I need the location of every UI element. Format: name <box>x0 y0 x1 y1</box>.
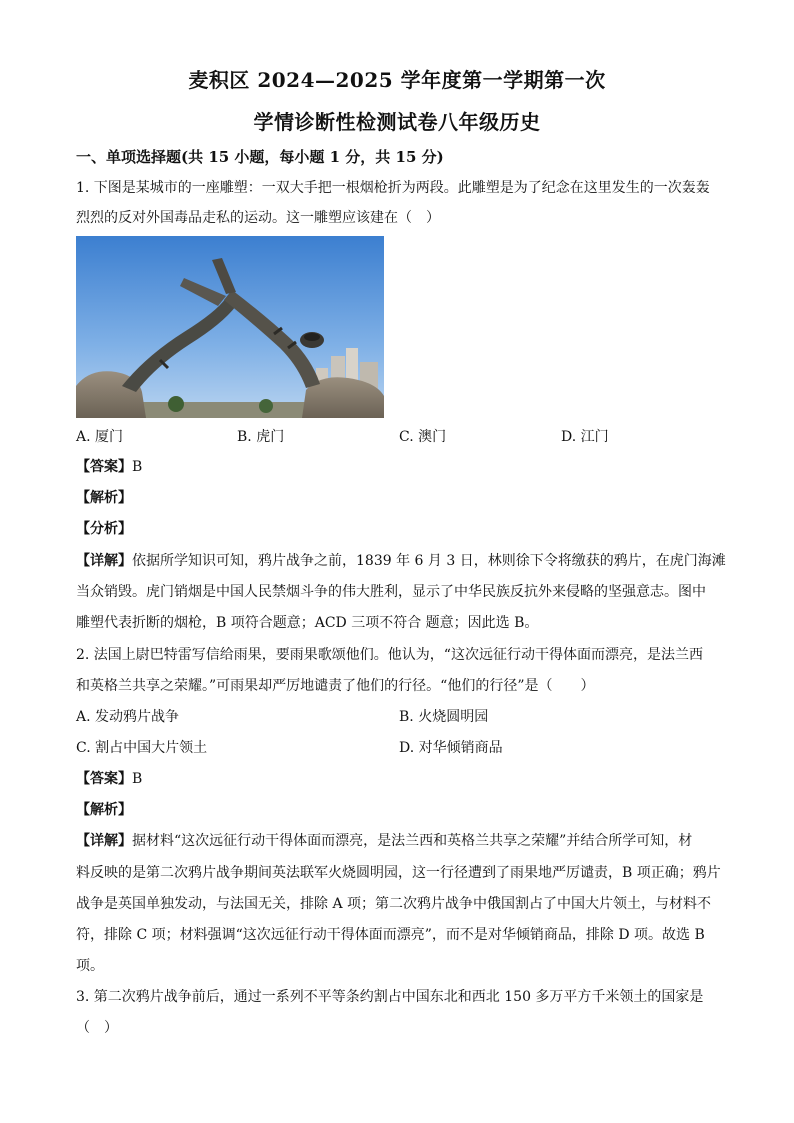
q1-stem-line1: 1. 下图是某城市的一座雕塑：一双大手把一根烟枪折为两段。此雕塑是为了纪念在这里发生的一次轰轰 <box>76 180 710 196</box>
exam-title-line1: 麦积区 2024—2025 学年度第一学期第一次 <box>188 68 606 92</box>
sculpture-photo <box>76 236 384 418</box>
q1-answer-label: 【答案】 <box>76 459 132 475</box>
q2-analysis-label: 【解析】 <box>76 802 132 818</box>
q1-stem-line2: 烈烈的反对外国毒品走私的运动。这一雕塑应该建在（ ） <box>76 210 440 226</box>
q2-option-a: A. 发动鸦片战争 <box>76 709 180 725</box>
q2-detail-line4: 符，排除 C 项；材料强调“这次远征行动干得体面而漂亮”，而不是对华倾销商品，排除 D 项。故选 B <box>76 927 705 943</box>
q1-detail-label: 【详解】 <box>76 553 132 569</box>
q2-stem-line2: 和英格兰共享之荣耀。”可雨果却严厉地谴责了他们的行径。“他们的行径”是（ ） <box>76 678 595 694</box>
exam-title-line2: 学情诊断性检测试卷八年级历史 <box>253 110 541 134</box>
q1-answer <box>76 457 726 477</box>
q2-stem-line1: 2. 法国上尉巴特雷写信给雨果，要雨果歌颂他们。他认为，“这次远征行动干得体面而漂亮，是法兰西 <box>76 647 703 663</box>
q1-analysis-label: 【解析】 <box>76 490 132 506</box>
q2-answer-label: 【答案】 <box>76 771 132 787</box>
q1-detail-line1 <box>76 551 726 571</box>
sculpture-illustration <box>76 236 384 418</box>
q2-option-d: D. 对华倾销商品 <box>399 740 503 756</box>
q2-answer <box>76 769 726 789</box>
q2-detail-line2: 料反映的是第二次鸦片战争期间英法联军火烧圆明园，这一行径遭到了雨果地严厉谴责，B 项正确；鸦片 <box>76 865 721 881</box>
q1-option-a: A. 厦门 <box>76 429 124 445</box>
q2-detail-line3: 战争是英国单独发动，与法国无关，排除 A 项；第二次鸦片战争中俄国割占了中国大片领土，与材料不 <box>76 896 712 912</box>
q1-detail-text1: 依据所学知识可知，鸦片战争之前，1839 年 6 月 3 日，林则徐下令将缴获的鸦片，在虎门海滩 <box>132 553 726 569</box>
q1-detail-line3: 雕塑代表折断的烟枪，B 项符合题意；ACD 三项不符合 题意；因此选 B。 <box>76 615 539 631</box>
q1-detail-line2: 当众销毁。虎门销烟是中国人民禁烟斗争的伟大胜利，显示了中华民族反抗外来侵略的坚强意志。图中 <box>76 584 706 600</box>
q2-option-b: B. 火烧圆明园 <box>399 709 489 725</box>
q1-answer-value: B <box>132 459 143 475</box>
q1-fenxi-label: 【分析】 <box>76 521 132 537</box>
q1-option-c: C. 澳门 <box>399 429 447 445</box>
q2-detail-line5: 项。 <box>76 958 104 974</box>
q2-option-c: C. 割占中国大片领土 <box>76 740 208 756</box>
q2-answer-value: B <box>132 771 143 787</box>
q2-detail-label: 【详解】 <box>76 833 132 849</box>
q1-option-b: B. 虎门 <box>237 429 285 445</box>
q2-detail-text1: 据材料“这次远征行动干得体面而漂亮，是法兰西和英格兰共享之荣耀”并结合所学可知，材 <box>132 833 693 849</box>
q2-detail-line1 <box>76 831 726 851</box>
section-heading: 一、单项选择题(共 15 小题，每小题 1 分，共 15 分) <box>76 148 444 166</box>
q3-stem-line2: （ ） <box>76 1020 118 1036</box>
q3-stem-line1: 3. 第二次鸦片战争前后，通过一系列不平等条约割占中国东北和西北 150 多万平方千米领土的国家是 <box>76 989 704 1005</box>
q1-option-d: D. 江门 <box>561 429 609 445</box>
